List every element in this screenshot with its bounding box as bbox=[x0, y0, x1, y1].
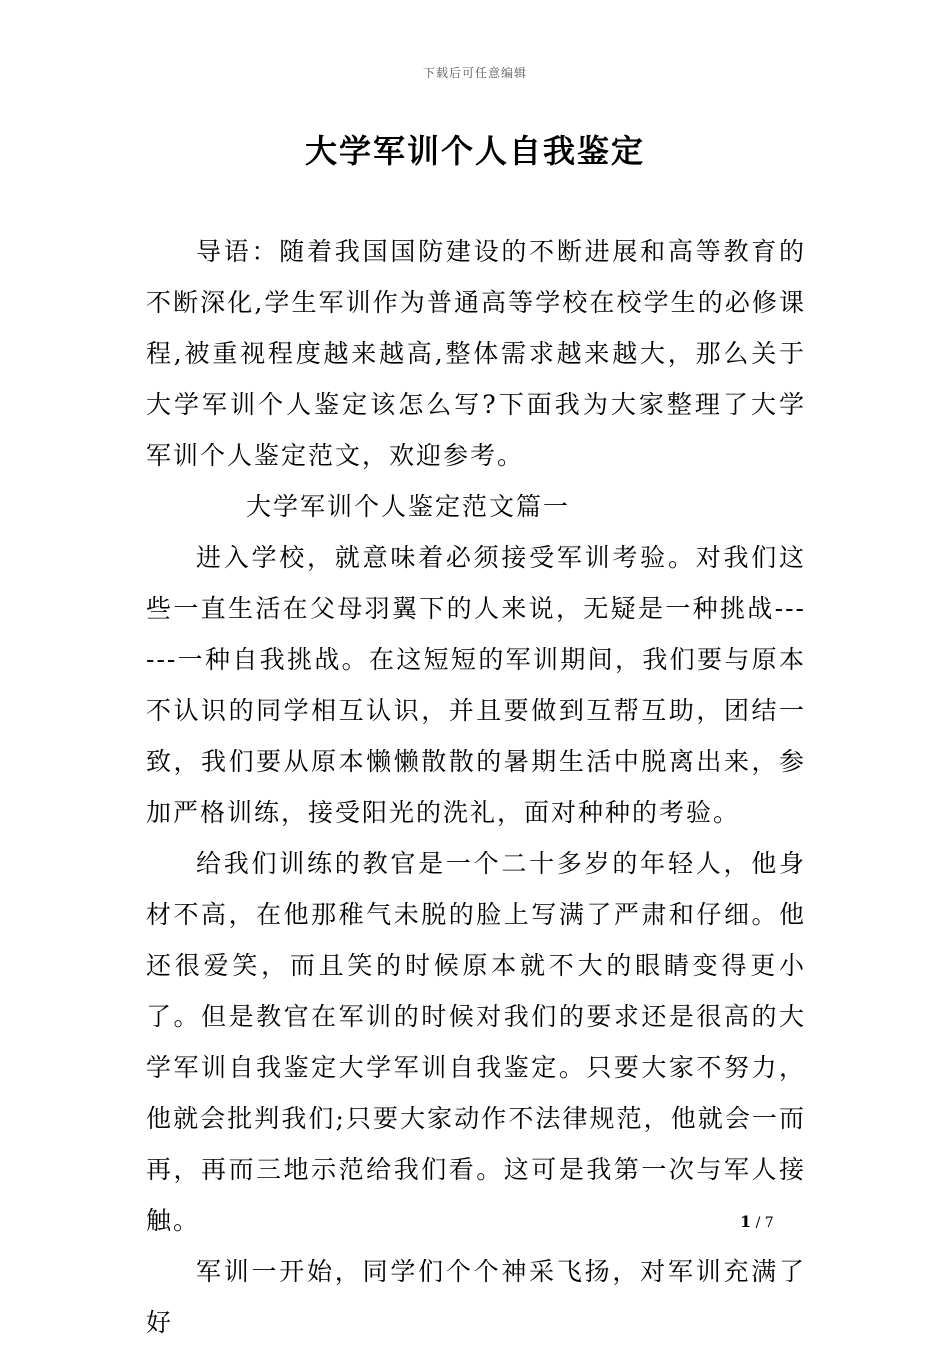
document-title: 大学军训个人自我鉴定 bbox=[304, 132, 645, 170]
header-note: 下载后可任意编辑 bbox=[422, 66, 527, 80]
body-paragraph: 给我们训练的教官是一个二十多岁的年轻人，他身材不高，在他那稚气未脱的脸上写满了严肃和仔细。他还很爱笑，而且笑的时候原本就不大的眼睛变得更小了。但是教官在军训的时候对我们的要求还是很高的大学军训自我鉴定大学军训自我鉴定。只要大家不努力，他就会批判我们;只要大家动作不法律规范，他就会一而再，再而三地示范给我们看。这可是我第一次与军人接触。 bbox=[146, 849, 806, 1235]
document-body bbox=[146, 226, 806, 1348]
page-current: 1 bbox=[740, 1212, 752, 1231]
page-total: 7 bbox=[764, 1215, 774, 1231]
intro-paragraph: 导语：随着我国国防建设的不断进展和高等教育的不断深化,学生军训作为普通高等学校在校学生的必修课程,被重视程度越来越高,整体需求越来越大，那么关于大学军训个人鉴定该怎么写?下面我为大家整理了大学军训个人鉴定范文，欢迎参考。 bbox=[146, 237, 806, 470]
page-number bbox=[740, 1212, 774, 1231]
body-paragraph: 军训一开始，同学们个个神采飞扬，对军训充满了好 bbox=[146, 1257, 806, 1337]
page-separator: / bbox=[751, 1215, 765, 1231]
body-paragraph: 进入学校，就意味着必须接受军训考验。对我们这些一直生活在父母羽翼下的人来说，无疑是一种挑战------一种自我挑战。在这短短的军训期间，我们要与原本不认识的同学相互认识，并且要做到互帮互助，团结一致，我们要从原本懒懒散散的暑期生活中脱离出来，参加严格训练，接受阳光的洗礼，面对种种的考验。 bbox=[146, 543, 806, 827]
section-heading: 大学军训个人鉴定范文篇一 bbox=[246, 492, 571, 521]
